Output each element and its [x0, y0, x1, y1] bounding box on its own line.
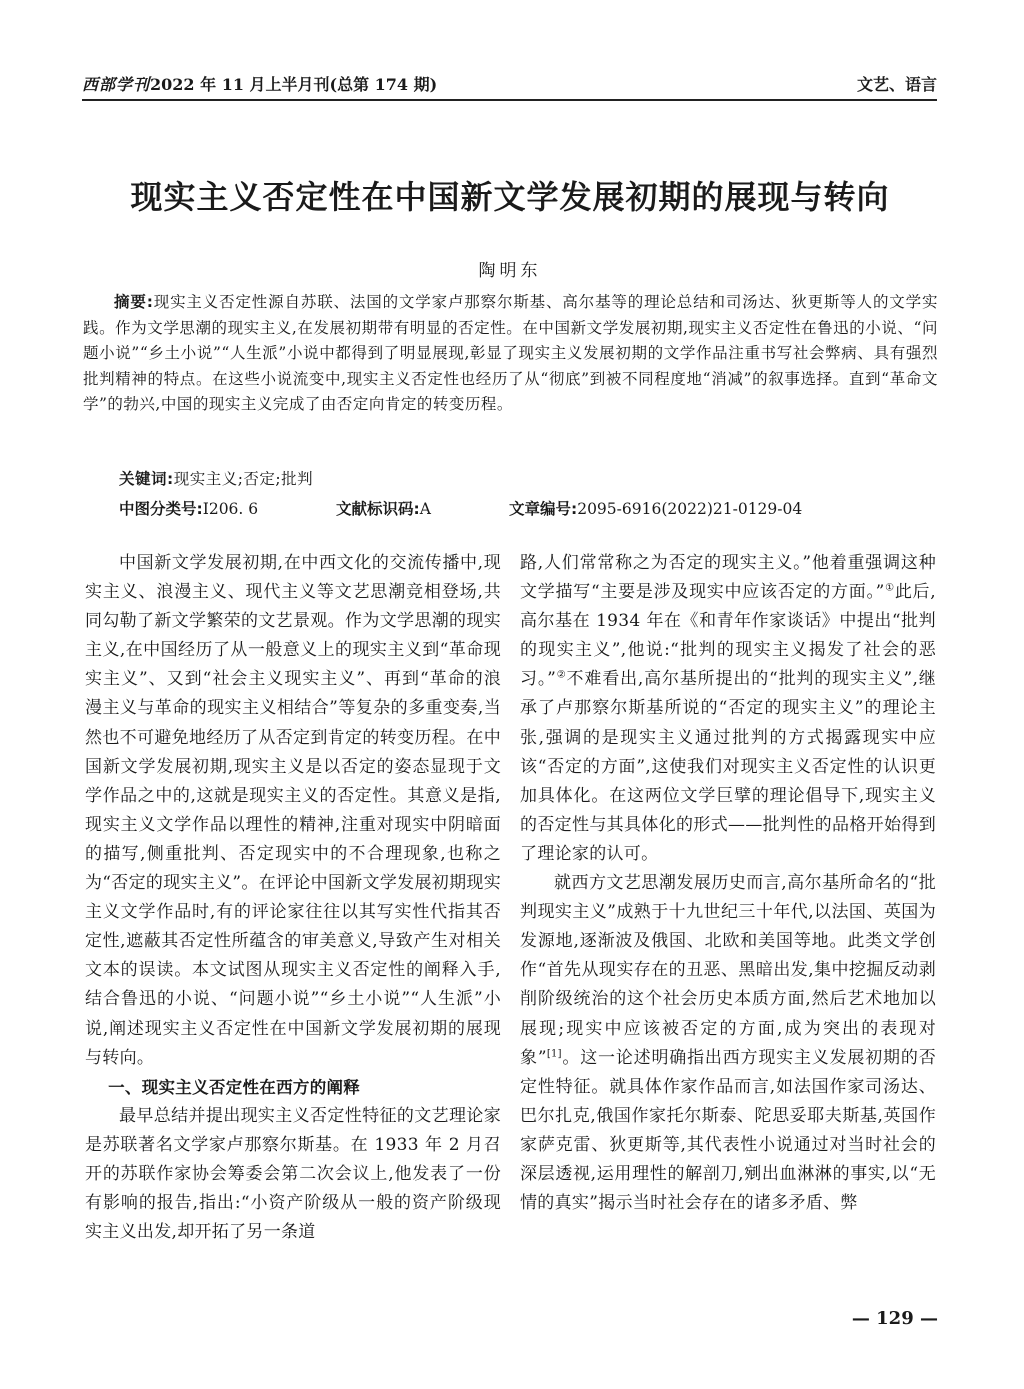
running-header: [82, 72, 937, 100]
section-label: 文艺、语言: [856, 75, 937, 94]
text-run: 路,人们常常称之为否定的现实主义。”他着重强调这种文学描写“主要是涉及现实中应该否定的方面。”: [520, 553, 936, 603]
issue-label: 2022 年 11 月上半月刊(总第 174 期): [150, 75, 438, 94]
document-code: [336, 497, 431, 522]
text-run: 。这一论述明确指出西方现实主义发展初期的否定性特征。就具体作家作品而言,如法国作家司汤达、巴尔扎克,俄国作家托尔斯泰、陀思妥耶夫斯基,英国作家萨克雷、狄更斯等,其代表性小说通过对当时社会的深层透视,运用理性的解剖刀,剜出血淋淋的事实,以“无情的真实”揭示当时社会存在的诸多矛盾、弊: [520, 1047, 936, 1214]
article-author: 陶明东: [478, 261, 542, 281]
text-run: 不难看出,高尔基所提出的“批判的现实主义”,继承了卢那察尔斯基所说的“否定的现实主义”的理论主张,强调的是现实主义通过批判的方式揭露现实中应该“否定的方面”,这使我们对现实主义否定性的认识更加具体化。在这两位文学巨擘的理论倡导下,现实主义的否定性与其具体化的形式——批判性的品格开始得到了理论家的认可。: [520, 669, 937, 864]
article-no-value: 2095-6916(2022)21-0129-04: [577, 500, 803, 518]
body-column-right: [520, 549, 936, 1218]
clc-value: I206. 6: [202, 500, 259, 518]
keywords: [119, 467, 313, 492]
reference-marker: [1]: [546, 1047, 562, 1059]
clc-number: [119, 497, 258, 522]
page-number: — 129 —: [851, 1308, 938, 1329]
paragraph: 最早总结并提出现实主义否定性特征的文艺理论家是苏联著名文学家卢那察尔斯基。在 1933 年 2 月召开的苏联作家协会筹委会第二次会议上,他发表了一份有影响的报告,指出:“小资产阶级从一般的资产阶级现实主义出发,却开拓了另一条道: [85, 1105, 501, 1243]
article-no-label: 文章编号:: [509, 500, 578, 518]
text-run: 就西方文艺思潮发展历史而言,高尔基所命名的“批判现实主义”成熟于十九世纪三十年代,以法国、英国为发源地,逐渐波及俄国、北欧和美国等地。此类文学创作“首先从现实存在的丑恶、黑暗出发,集中挖掘反动剥削阶级统治的这个社会历史本质方面,然后艺术地加以展现;现实中应该被否定的方面,成为突出的表现对象”: [520, 873, 936, 1068]
paragraph: [520, 869, 936, 1218]
article-title: 现实主义否定性在中国新文学发展初期的展现与转向: [130, 178, 890, 216]
text-run: 此后,高尔基在 1934 年在《和青年作家谈话》中提出“批判的现实主义”,他说:“批判的现实主义揭发了社会的恶习。”: [520, 582, 936, 690]
doc-code-label: 文献标识码:: [336, 500, 420, 518]
footnote-marker: ①: [884, 582, 895, 594]
abstract: [83, 290, 938, 418]
doc-code-value: A: [419, 500, 431, 518]
article-number: [509, 497, 802, 522]
keywords-label: 关键词:: [119, 470, 174, 488]
header-rule: [82, 99, 937, 101]
paragraph: 中国新文学发展初期,在中西文化的交流传播中,现实主义、浪漫主义、现代主义等文艺思潮竞相登场,共同勾勒了新文学繁荣的文艺景观。作为文学思潮的现实主义,在中国经历了从一般意义上的现实主义到“革命现实主义”、又到“社会主义现实主义”、再到“革命的浪漫主义与革命的现实主义相结合”等复杂的多重变奏,当然也不可避免地经历了从否定到肯定的转变历程。在中国新文学发展初期,现实主义是以否定的姿态显现于文学作品之中的,这就是现实主义的否定性。其意义是指,现实主义文学作品以理性的精神,注重对现实中阴暗面的描写,侧重批判、否定现实中的不合理现象,也称之为“否定的现实主义”。在评论中国新文学发展初期现实主义文学作品时,有的评论家往往以其写实性代指其否定性,遮蔽其否定性所蕴含的审美意义,导致产生对相关文本的误读。本文试图从现实主义否定性的阐释入手,结合鲁迅的小说、“问题小说”“乡土小说”“人生派”小说,阐述现实主义否定性在中国新文学发展初期的展现与转向。: [85, 553, 501, 1068]
footnote-marker: ②: [556, 669, 567, 681]
body-column-left: [85, 549, 501, 1247]
abstract-label: 摘要:: [114, 293, 154, 311]
journal-issue-info: [82, 72, 437, 95]
journal-logo: 西部学刊: [82, 75, 151, 94]
abstract-text: 现实主义否定性源自苏联、法国的文学家卢那察尔斯基、高尔基等的理论总结和司汤达、狄更斯等人的文学实践。作为文学思潮的现实主义,在发展初期带有明显的否定性。在中国新文学发展初期,现实主义否定性在鲁迅的小说、“问题小说”“乡土小说”“人生派”小说中都得到了明显展现,彰显了现实主义发展初期的文学作品注重书写社会弊病、具有强烈批判精神的特点。在这些小说流变中,现实主义否定性也经历了从“彻底”到被不同程度地“消减”的叙事选择。直到“革命文学”的勃兴,中国的现实主义完成了由否定向肯定的转变历程。: [83, 293, 938, 413]
paragraph-continued: [520, 549, 936, 869]
clc-label: 中图分类号:: [119, 500, 203, 518]
section-heading: 一、现实主义否定性在西方的阐释: [108, 1077, 361, 1097]
keywords-text: 现实主义;否定;批判: [173, 470, 314, 488]
